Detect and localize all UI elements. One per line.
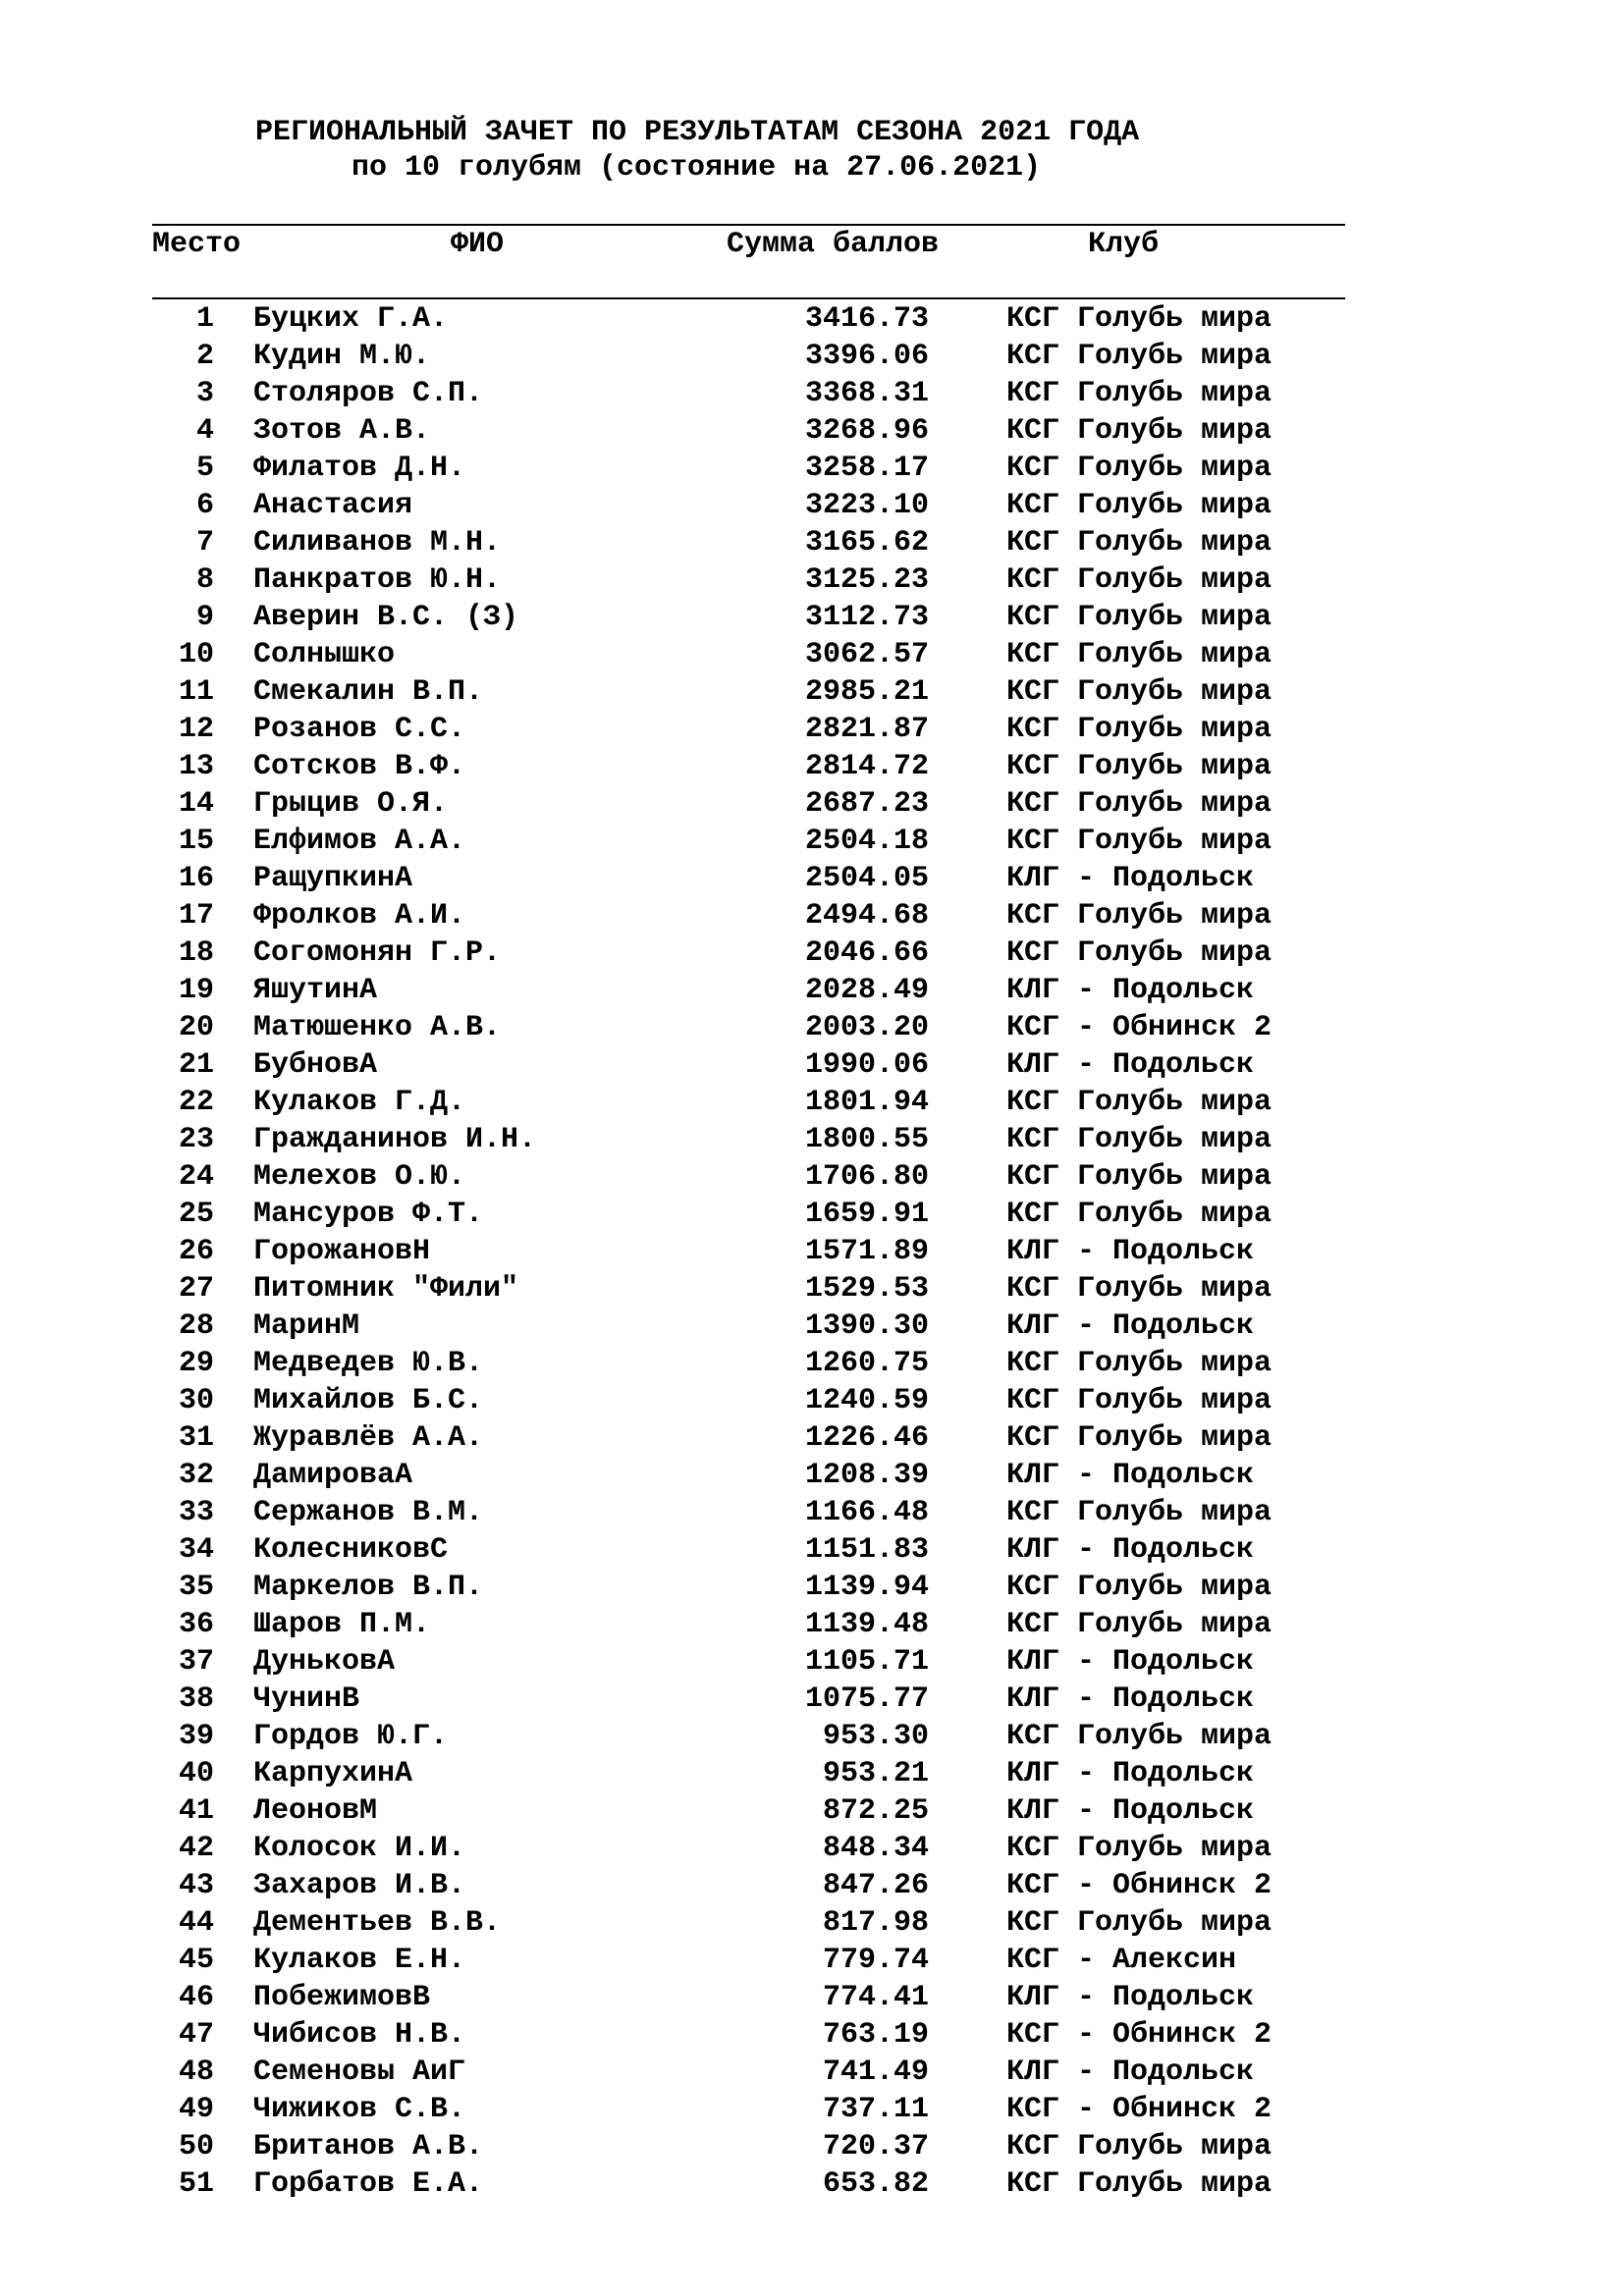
name-cell: ПобежимовВ [253,1981,431,2014]
name-cell: Анастасия [253,489,413,522]
place-cell: 34 [178,1533,214,1567]
place-cell: 1 [195,302,214,336]
club-cell: КСГ Голубь мира [1006,563,1272,597]
name-cell: Гражданинов И.Н. [253,1123,537,1156]
club-cell: КСГ Голубь мира [1006,787,1272,821]
club-cell: КСГ Голубь мира [1006,1272,1272,1306]
name-cell: ЯшутинА [253,974,378,1007]
score-cell: 737.11 [822,2093,929,2126]
name-cell: Питомник "Фили" [253,1272,519,1306]
place-cell: 22 [178,1086,214,1119]
table-row [0,338,1624,375]
place-cell: 33 [178,1496,214,1529]
score-cell: 847.26 [822,1869,929,1902]
document-subtitle: по 10 голубям (состояние на 27.06.2021) [352,151,1042,185]
place-cell: 20 [178,1011,214,1044]
name-cell: Британов А.В. [253,2130,484,2163]
results-table [0,300,1624,2203]
name-cell: Михайлов Б.С. [253,1384,484,1417]
table-row [0,1792,1624,1830]
score-cell: 1801.94 [804,1086,929,1119]
club-cell: КСГ Голубь мира [1006,750,1272,783]
table-row [0,1009,1624,1046]
score-cell: 1260.75 [804,1347,929,1380]
name-cell: Маркелов В.П. [253,1571,484,1604]
score-cell: 1166.48 [804,1496,929,1529]
score-cell: 1240.59 [804,1384,929,1417]
club-cell: КСГ Голубь мира [1006,601,1272,634]
name-cell: Сержанов В.М. [253,1496,484,1529]
place-cell: 14 [178,787,214,821]
name-cell: Чибисов Н.В. [253,2018,466,2052]
place-cell: 12 [178,713,214,746]
club-cell: КЛГ - Подольск [1006,974,1255,1007]
club-cell: КСГ - Обнинск 2 [1006,1011,1272,1044]
table-row [0,1121,1624,1158]
club-cell: КСГ Голубь мира [1006,899,1272,933]
name-cell: ДуньковА [253,1645,396,1679]
name-cell: Захаров И.В. [253,1869,466,1902]
name-cell: Гордов Ю.Г. [253,1720,449,1753]
table-row [0,2054,1624,2091]
column-header-name: ФИО [451,228,505,261]
place-cell: 25 [178,1198,214,1231]
score-cell: 1151.83 [804,1533,929,1567]
name-cell: Аверин В.С. (З) [253,601,519,634]
score-cell: 1390.30 [804,1309,929,1343]
name-cell: Филатов Д.Н. [253,452,466,485]
name-cell: Согомонян Г.Р. [253,936,502,970]
name-cell: Медведев Ю.В. [253,1347,484,1380]
name-cell: Семеновы АиГ [253,2056,466,2089]
place-cell: 9 [195,601,214,634]
score-cell: 2504.18 [804,825,929,858]
club-cell: КСГ Голубь мира [1006,526,1272,560]
table-header-rule [152,297,1345,299]
score-cell: 779.74 [822,1944,929,1977]
name-cell: Столяров С.П. [253,377,484,410]
club-cell: КСГ Голубь мира [1006,340,1272,373]
club-cell: КСГ Голубь мира [1006,638,1272,671]
place-cell: 21 [178,1048,214,1082]
table-row [0,1233,1624,1270]
place-cell: 31 [178,1421,214,1455]
score-cell: 953.21 [822,1757,929,1790]
table-row [0,823,1624,860]
place-cell: 18 [178,936,214,970]
club-cell: КСГ Голубь мира [1006,1123,1272,1156]
club-cell: КСГ Голубь мира [1006,1608,1272,1641]
place-cell: 47 [178,2018,214,2052]
place-cell: 50 [178,2130,214,2163]
table-row [0,450,1624,487]
table-row [0,1569,1624,1606]
score-cell: 3062.57 [804,638,929,671]
score-cell: 3125.23 [804,563,929,597]
table-row [0,748,1624,785]
club-cell: КСГ Голубь мира [1006,1347,1272,1380]
table-row [0,1158,1624,1196]
place-cell: 2 [195,340,214,373]
place-cell: 35 [178,1571,214,1604]
table-row [0,2128,1624,2165]
score-cell: 2985.21 [804,675,929,709]
score-cell: 763.19 [822,2018,929,2052]
table-row [0,972,1624,1009]
document-title: РЕГИОНАЛЬНЫЙ ЗАЧЕТ ПО РЕЗУЛЬТАТАМ СЕЗОНА 2021 ГОДА [255,116,1140,149]
club-cell: КСГ Голубь мира [1006,452,1272,485]
place-cell: 15 [178,825,214,858]
place-cell: 24 [178,1160,214,1194]
score-cell: 2046.66 [804,936,929,970]
score-cell: 1075.77 [804,1682,929,1716]
score-cell: 3112.73 [804,601,929,634]
column-header-place: Место [152,228,242,261]
table-row [0,1345,1624,1382]
club-cell: КЛГ - Подольск [1006,1048,1255,1082]
score-cell: 817.98 [822,1906,929,1940]
table-row [0,1681,1624,1718]
table-row [0,1046,1624,1084]
name-cell: РащупкинА [253,862,413,895]
club-cell: КСГ - Обнинск 2 [1006,2018,1272,2052]
score-cell: 1105.71 [804,1645,929,1679]
score-cell: 3165.62 [804,526,929,560]
club-cell: КСГ Голубь мира [1006,414,1272,448]
name-cell: МаринМ [253,1309,360,1343]
table-row [0,1457,1624,1494]
club-cell: КСГ Голубь мира [1006,936,1272,970]
table-row [0,1308,1624,1345]
place-cell: 39 [178,1720,214,1753]
name-cell: ДамироваА [253,1459,413,1492]
score-cell: 1659.91 [804,1198,929,1231]
score-cell: 3368.31 [804,377,929,410]
score-cell: 2821.87 [804,713,929,746]
club-cell: КСГ Голубь мира [1006,1720,1272,1753]
name-cell: Розанов С.С. [253,713,466,746]
name-cell: Чижиков С.В. [253,2093,466,2126]
score-cell: 3258.17 [804,452,929,485]
club-cell: КСГ Голубь мира [1006,1384,1272,1417]
club-cell: КСГ Голубь мира [1006,302,1272,336]
table-row [0,1643,1624,1681]
club-cell: КСГ Голубь мира [1006,1086,1272,1119]
place-cell: 19 [178,974,214,1007]
place-cell: 49 [178,2093,214,2126]
table-row [0,860,1624,897]
score-cell: 774.41 [822,1981,929,2014]
table-row [0,1830,1624,1867]
table-row [0,1755,1624,1792]
name-cell: БубновА [253,1048,378,1082]
place-cell: 40 [178,1757,214,1790]
name-cell: Журавлёв А.А. [253,1421,484,1455]
name-cell: Смекалин В.П. [253,675,484,709]
table-row [0,1606,1624,1643]
place-cell: 11 [178,675,214,709]
name-cell: Кудин М.Ю. [253,340,431,373]
place-cell: 46 [178,1981,214,2014]
table-row [0,1084,1624,1121]
club-cell: КСГ Голубь мира [1006,1832,1272,1865]
table-row [0,897,1624,934]
club-cell: КЛГ - Подольск [1006,1757,1255,1790]
score-cell: 1571.89 [804,1235,929,1268]
score-cell: 2028.49 [804,974,929,1007]
place-cell: 7 [195,526,214,560]
name-cell: Силиванов М.Н. [253,526,502,560]
name-cell: Колосок И.И. [253,1832,466,1865]
place-cell: 5 [195,452,214,485]
place-cell: 41 [178,1794,214,1828]
table-row [0,2165,1624,2203]
score-cell: 2814.72 [804,750,929,783]
place-cell: 4 [195,414,214,448]
name-cell: Грыцив О.Я. [253,787,449,821]
score-cell: 2687.23 [804,787,929,821]
name-cell: ЛеоновМ [253,1794,378,1828]
score-cell: 1139.48 [804,1608,929,1641]
place-cell: 42 [178,1832,214,1865]
score-cell: 3396.06 [804,340,929,373]
name-cell: Дементьев В.В. [253,1906,502,1940]
table-row [0,2016,1624,2054]
score-cell: 3268.96 [804,414,929,448]
place-cell: 45 [178,1944,214,1977]
score-cell: 2494.68 [804,899,929,933]
club-cell: КЛГ - Подольск [1006,1981,1255,2014]
club-cell: КСГ Голубь мира [1006,1421,1272,1455]
table-row [0,1979,1624,2016]
place-cell: 3 [195,377,214,410]
table-row [0,1531,1624,1569]
club-cell: КЛГ - Подольск [1006,1235,1255,1268]
club-cell: КЛГ - Подольск [1006,1645,1255,1679]
place-cell: 48 [178,2056,214,2089]
table-row [0,524,1624,561]
table-row [0,1382,1624,1419]
name-cell: Кулаков Е.Н. [253,1944,466,1977]
club-cell: КСГ - Обнинск 2 [1006,1869,1272,1902]
club-cell: КЛГ - Подольск [1006,1309,1255,1343]
club-cell: КСГ Голубь мира [1006,377,1272,410]
name-cell: Матюшенко А.В. [253,1011,502,1044]
column-header-club: Клуб [1088,228,1160,261]
place-cell: 27 [178,1272,214,1306]
name-cell: Горбатов Е.А. [253,2167,484,2201]
place-cell: 44 [178,1906,214,1940]
place-cell: 8 [195,563,214,597]
name-cell: Сотсков В.Ф. [253,750,466,783]
table-row [0,412,1624,450]
name-cell: КолесниковС [253,1533,449,1567]
place-cell: 13 [178,750,214,783]
club-cell: КСГ Голубь мира [1006,1571,1272,1604]
name-cell: Буцких Г.А. [253,302,449,336]
score-cell: 2504.05 [804,862,929,895]
score-cell: 3223.10 [804,489,929,522]
place-cell: 36 [178,1608,214,1641]
name-cell: Зотов А.В. [253,414,431,448]
club-cell: КЛГ - Подольск [1006,2056,1255,2089]
club-cell: КСГ Голубь мира [1006,1906,1272,1940]
table-row [0,785,1624,823]
table-row [0,375,1624,412]
table-row [0,1904,1624,1942]
score-cell: 3416.73 [804,302,929,336]
club-cell: КЛГ - Подольск [1006,1533,1255,1567]
club-cell: КСГ Голубь мира [1006,2130,1272,2163]
place-cell: 10 [178,638,214,671]
name-cell: Мелехов О.Ю. [253,1160,466,1194]
name-cell: Мансуров Ф.Т. [253,1198,484,1231]
table-row [0,300,1624,338]
club-cell: КСГ Голубь мира [1006,2167,1272,2201]
club-cell: КСГ - Алексин [1006,1944,1237,1977]
table-row [0,636,1624,673]
table-row [0,934,1624,972]
place-cell: 26 [178,1235,214,1268]
score-cell: 653.82 [822,2167,929,2201]
club-cell: КЛГ - Подольск [1006,1682,1255,1716]
table-row [0,673,1624,711]
score-cell: 720.37 [822,2130,929,2163]
name-cell: Панкратов Ю.Н. [253,563,502,597]
score-cell: 1529.53 [804,1272,929,1306]
score-cell: 741.49 [822,2056,929,2089]
club-cell: КСГ Голубь мира [1006,713,1272,746]
place-cell: 16 [178,862,214,895]
place-cell: 43 [178,1869,214,1902]
place-cell: 28 [178,1309,214,1343]
score-cell: 2003.20 [804,1011,929,1044]
table-row [0,1419,1624,1457]
place-cell: 30 [178,1384,214,1417]
score-cell: 953.30 [822,1720,929,1753]
column-header-score: Сумма баллов [727,228,940,261]
score-cell: 1208.39 [804,1459,929,1492]
table-row [0,1718,1624,1755]
table-row [0,1942,1624,1979]
score-cell: 1800.55 [804,1123,929,1156]
name-cell: Елфимов А.А. [253,825,466,858]
name-cell: ЧунинВ [253,1682,360,1716]
club-cell: КСГ Голубь мира [1006,489,1272,522]
table-row [0,599,1624,636]
club-cell: КСГ - Обнинск 2 [1006,2093,1272,2126]
table-row [0,487,1624,524]
name-cell: Кулаков Г.Д. [253,1086,466,1119]
table-row [0,2091,1624,2128]
club-cell: КЛГ - Подольск [1006,1794,1255,1828]
place-cell: 6 [195,489,214,522]
place-cell: 51 [178,2167,214,2201]
club-cell: КЛГ - Подольск [1006,1459,1255,1492]
place-cell: 17 [178,899,214,933]
table-row [0,1196,1624,1233]
name-cell: Шаров П.М. [253,1608,431,1641]
place-cell: 23 [178,1123,214,1156]
table-row [0,1270,1624,1308]
table-row [0,561,1624,599]
name-cell: ГорожановН [253,1235,431,1268]
place-cell: 29 [178,1347,214,1380]
place-cell: 37 [178,1645,214,1679]
score-cell: 1139.94 [804,1571,929,1604]
club-cell: КЛГ - Подольск [1006,862,1255,895]
club-cell: КСГ Голубь мира [1006,1496,1272,1529]
club-cell: КСГ Голубь мира [1006,825,1272,858]
score-cell: 1226.46 [804,1421,929,1455]
score-cell: 1990.06 [804,1048,929,1082]
name-cell: КарпухинА [253,1757,413,1790]
table-row [0,711,1624,748]
score-cell: 872.25 [822,1794,929,1828]
table-row [0,1494,1624,1531]
score-cell: 1706.80 [804,1160,929,1194]
name-cell: Фролков А.И. [253,899,466,933]
name-cell: Солнышко [253,638,396,671]
club-cell: КСГ Голубь мира [1006,675,1272,709]
score-cell: 848.34 [822,1832,929,1865]
club-cell: КСГ Голубь мира [1006,1160,1272,1194]
place-cell: 38 [178,1682,214,1716]
club-cell: КСГ Голубь мира [1006,1198,1272,1231]
table-row [0,1867,1624,1904]
place-cell: 32 [178,1459,214,1492]
